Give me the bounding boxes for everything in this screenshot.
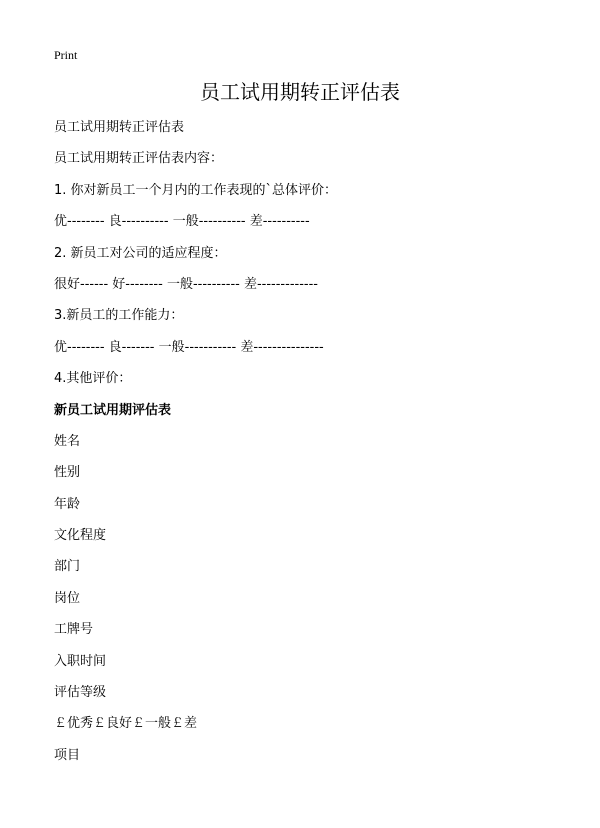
document-title: 员工试用期转正评估表: [200, 80, 400, 104]
document-line: 优-------- 良------- 一般----------- 差---------------: [54, 339, 324, 355]
document-line: 入职时间: [54, 653, 107, 669]
document-line: 文化程度: [54, 528, 107, 544]
document-line: 3.新员工的工作能力：: [54, 308, 184, 324]
document-line: 项目: [54, 747, 81, 763]
document-line: ￡优秀￡良好￡一般￡差: [54, 716, 198, 732]
print-label[interactable]: Print: [54, 48, 78, 62]
document-line: 评估等级: [54, 685, 107, 701]
document-line: 4.其他评价：: [54, 371, 132, 387]
document-body: [54, 119, 574, 778]
document-line: 性别: [54, 465, 81, 481]
section-heading: 新员工试用期评估表: [54, 402, 172, 418]
document-line: 姓名: [54, 433, 81, 449]
document-line: 员工试用期转正评估表: [54, 120, 185, 135]
document-line: 2. 新员工对公司的适应程度：: [54, 245, 227, 261]
document-line: 很好------ 好-------- 一般---------- 差-------------: [54, 276, 318, 292]
document-line: 部门: [54, 559, 81, 575]
document-line: 岗位: [54, 590, 81, 606]
document-line: 1. 你对新员工一个月内的工作表现的`总体评价：: [54, 182, 338, 198]
document-line: 工牌号: [54, 622, 94, 638]
document-line: 年龄: [54, 496, 81, 512]
document-line: 优-------- 良---------- 一般---------- 差----------: [54, 214, 310, 230]
document-line: 员工试用期转正评估表内容：: [54, 151, 224, 167]
